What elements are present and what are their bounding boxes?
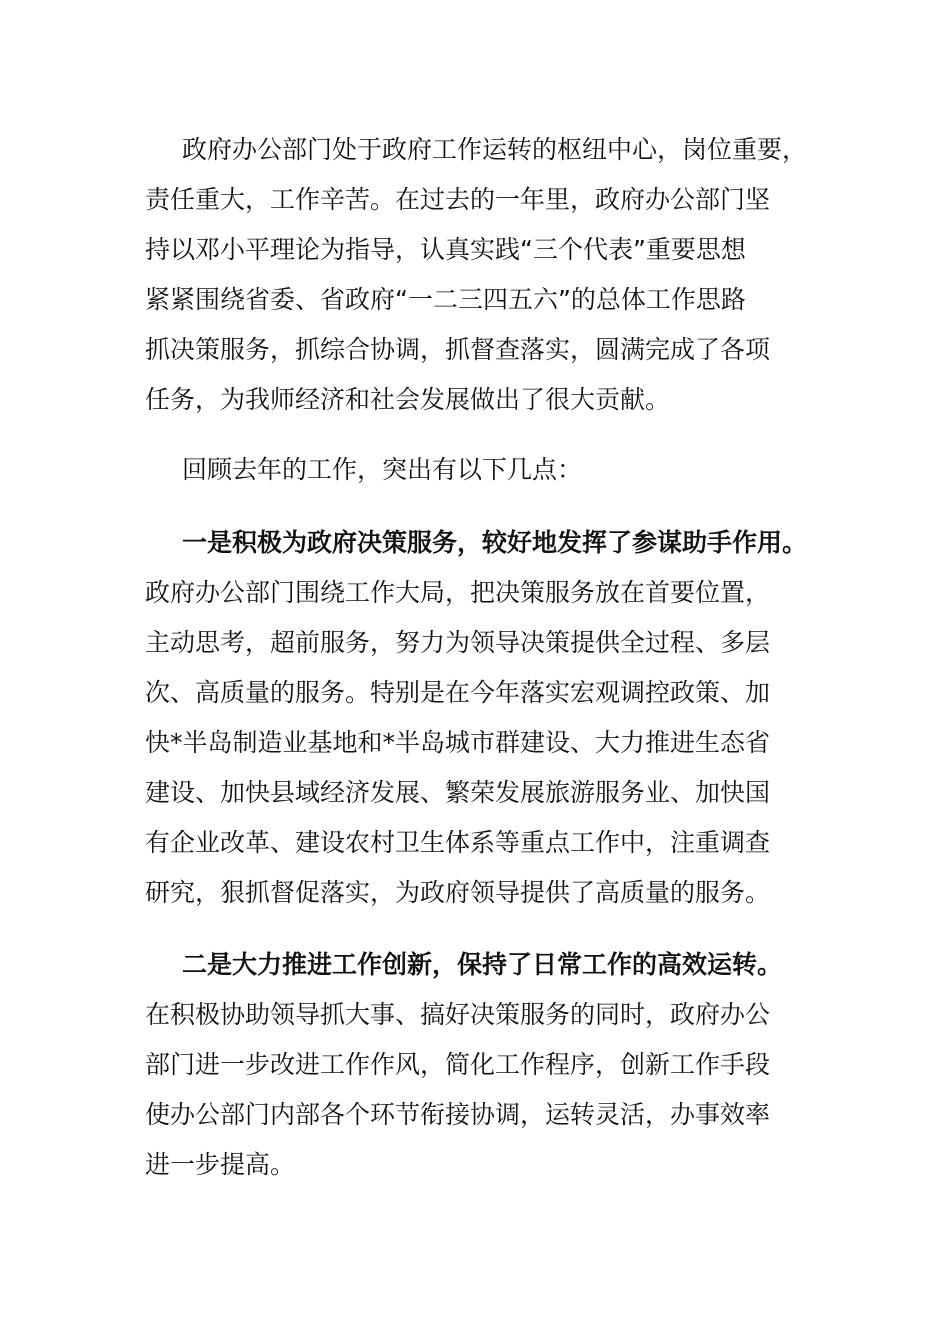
text-line: 部门进一步改进工作作风，简化工作程序，创新工作手段	[145, 1050, 771, 1079]
paragraph-intro	[145, 125, 845, 425]
text-line: 回顾去年的工作，突出有以下几点：	[182, 455, 583, 484]
text-line: 抓决策服务，抓综合协调，抓督查落实，圆满完成了各项	[145, 335, 771, 364]
text-line: 持以邓小平理论为指导，认真实践“三个代表”重要思想	[145, 235, 746, 264]
text-line: 责任重大，工作辛苦。在过去的一年里，政府办公部门坚	[145, 185, 771, 214]
text-line: 紧紧围绕省委、省政府“一二三四五六”的总体工作思路	[145, 285, 746, 314]
text-line: 建设、加快县域经济发展、繁荣发展旅游服务业、加快国	[145, 778, 771, 807]
text-line: 快*半岛制造业基地和*半岛城市群建设、大力推进生态省	[145, 728, 771, 757]
text-line: 次、高质量的服务。特别是在今年落实宏观调控政策、加	[145, 678, 771, 707]
section-heading: 一是积极为政府决策服务，较好地发挥了参谋助手作用。	[182, 528, 808, 557]
paragraph-point-two	[145, 940, 845, 1190]
paragraph-point-one	[145, 518, 845, 918]
text-line: 研究，狠抓督促落实，为政府领导提供了高质量的服务。	[145, 878, 771, 907]
section-heading: 二是大力推进工作创新，保持了日常工作的高效运转。	[182, 950, 783, 979]
text-line: 使办公部门内部各个环节衔接协调，运转灵活，办事效率	[145, 1100, 771, 1129]
text-line: 在积极协助领导抓大事、搞好决策服务的同时，政府办公	[145, 1000, 771, 1029]
text-line: 主动思考，超前服务，努力为领导决策提供全过程、多层	[145, 628, 771, 657]
text-line: 有企业改革、建设农村卫生体系等重点工作中，注重调查	[145, 828, 771, 857]
text-line: 任务，为我师经济和社会发展做出了很大贡献。	[145, 385, 671, 414]
text-line: 政府办公部门围绕工作大局，把决策服务放在首要位置，	[145, 578, 771, 607]
text-line: 进一步提高。	[145, 1150, 296, 1179]
text-line: 政府办公部门处于政府工作运转的枢纽中心，岗位重要，	[182, 135, 808, 164]
paragraph-review	[145, 445, 845, 495]
